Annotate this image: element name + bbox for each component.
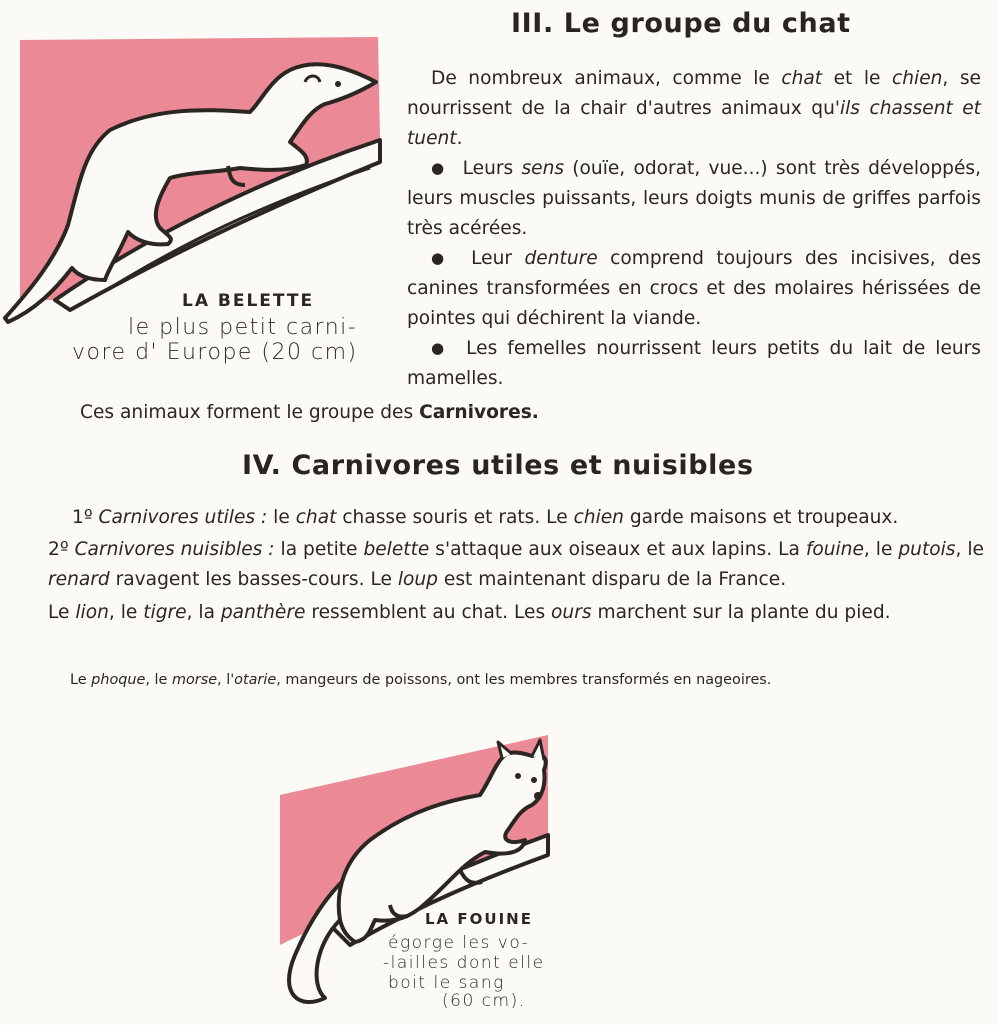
section-3-bullet-milk: ● Les femelles nourrissent leurs petits du lait de leurs mamelles. (407, 334, 981, 394)
section-3-title: III. Le groupe du chat (511, 8, 851, 39)
section-4-marine-paragraph: Le phoque, le morse, l'otarie, mangeurs de poissons, ont les membres transformés en nageoires. (70, 672, 772, 688)
caption-line-belette-2: vore d' Europe (20 cm) (72, 340, 358, 365)
caption-line-belette-1: le plus petit carni- (128, 315, 358, 340)
caption-line-fouine-4: (60 cm). (442, 991, 526, 1011)
section-3-bullet-senses: ● Leurs sens (ouïe, odorat, vue...) sont très développés, leurs muscles puissants, leurs doigts munis de griffes parfois très acérées. (407, 154, 981, 244)
section-4-title: IV. Carnivores utiles et nuisibles (242, 450, 754, 481)
weasel-illustration (0, 0, 400, 330)
caption-title-belette: LA BELETTE (182, 291, 315, 311)
caption-line-fouine-2: -lailles dont elle (383, 953, 545, 973)
section-3-intro-paragraph: De nombreux animaux, comme le chat et le chien, se nourrissent de la chair d'autres animaux qu'ils chassent et tuent. (407, 68, 981, 149)
caption-title-fouine: LA FOUINE (425, 910, 533, 928)
section-3-bullet-teeth: ● Leur denture comprend toujours des incisives, des canines transformées en crocs et des molaires hérissées de pointes qui déchirent la viande. (407, 244, 981, 334)
section-4-felines-paragraph: Le lion, le tigre, la panthère ressemblent au chat. Les ours marchent sur la plante du pied. (48, 602, 891, 623)
section-4-useful-paragraph: 1º Carnivores utiles : le chat chasse souris et rats. Le chien garde maisons et troupeaux. (72, 507, 899, 528)
caption-line-fouine-3: boit le sang (388, 973, 505, 993)
section-3-conclusion: Ces animaux forment le groupe des Carnivores. (80, 402, 539, 423)
section-3-text (407, 64, 981, 394)
section-4-text (48, 503, 984, 628)
caption-line-fouine-1: égorge les vo- (388, 933, 530, 953)
section-4-harmful-paragraph: 2º Carnivores nuisibles : la petite belette s'attaque aux oiseaux et aux lapins. La fouine, le putois, le renard ravagent les basses-cours. Le loup est maintenant disparu de la France. (48, 539, 984, 590)
